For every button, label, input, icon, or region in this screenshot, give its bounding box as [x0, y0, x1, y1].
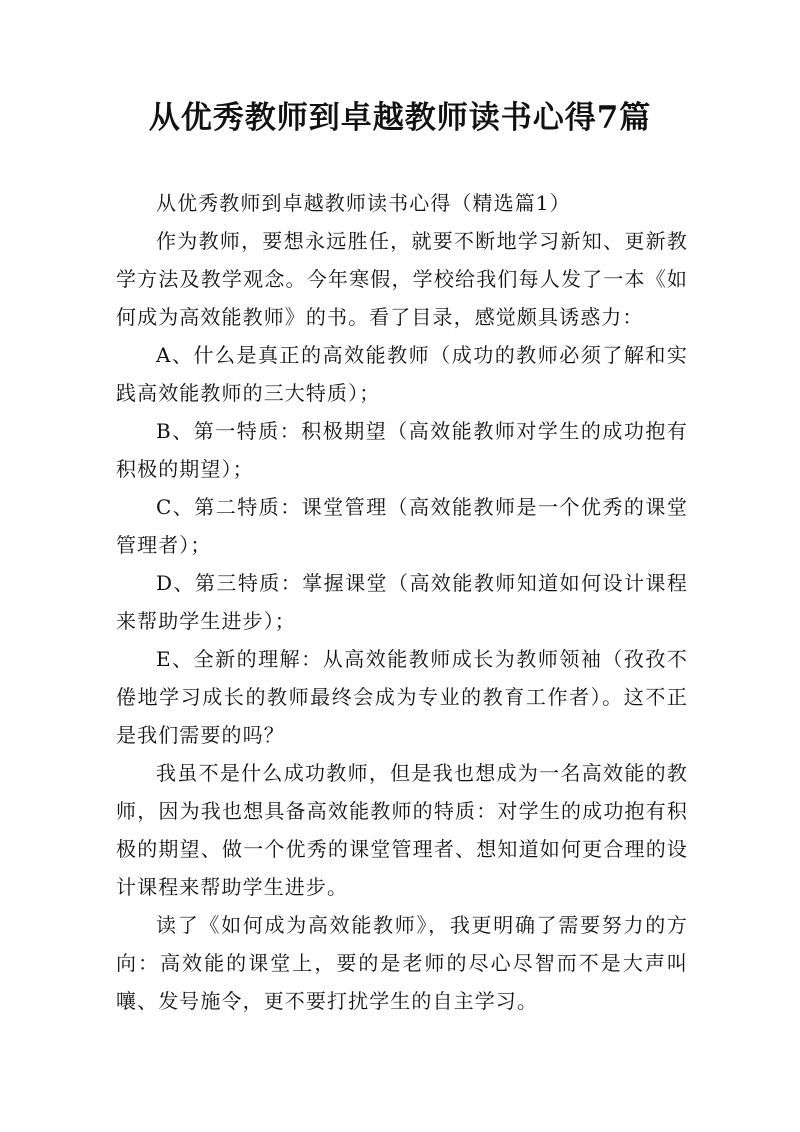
list-item-a: A、什么是真正的高效能教师（成功的教师必须了解和实践高效能教师的三大特质）； [116, 343, 688, 405]
paragraph: 我虽不是什么成功教师，但是我也想成为一名高效能的教师，因为我也想具备高效能教师的特质：对学生的成功抱有积极的期望、做一个优秀的课堂管理者、想知道如何更合理的设计课程来帮助学生进步。 [116, 761, 688, 899]
document-title: 从优秀教师到卓越教师读书心得7篇 [148, 100, 652, 136]
list-item-d: D、第三特质：掌握课堂（高效能教师知道如何设计课程来帮助学生进步）； [116, 571, 688, 633]
document-body [116, 184, 688, 1020]
list-item-b: B、第一特质：积极期望（高效能教师对学生的成功抱有积极的期望）； [116, 419, 688, 481]
paragraph: 读了《如何成为高效能教师》，我更明确了需要努力的方向：高效能的课堂上，要的是老师的尽心尽智而不是大声叫嚷、发号施令，更不要打扰学生的自主学习。 [116, 913, 688, 1013]
list-item-c: C、第二特质：课堂管理（高效能教师是一个优秀的课堂管理者）； [116, 495, 688, 557]
list-item-e: E、全新的理解：从高效能教师成长为教师领袖（孜孜不倦地学习成长的教师最终会成为专业的教育工作者）。这不正是我们需要的吗？ [116, 647, 688, 747]
paragraph: 作为教师，要想永远胜任，就要不断地学习新知、更新教学方法及教学观念。今年寒假，学校给我们每人发了一本《如何成为高效能教师》的书。看了目录，感觉颇具诱惑力： [116, 229, 688, 329]
section-heading: 从优秀教师到卓越教师读书心得（精选篇1） [156, 191, 571, 215]
